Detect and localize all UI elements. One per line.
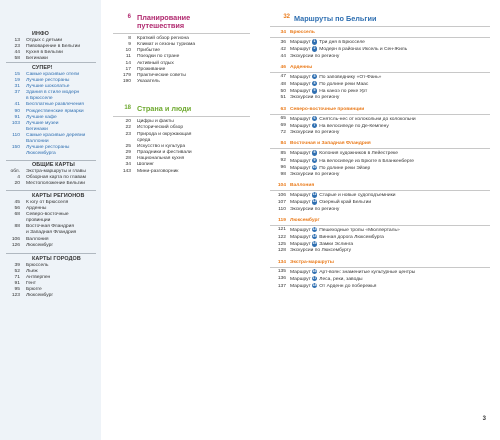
toc-entry: Бесплатные развлечения: [26, 102, 84, 108]
route-label: Маршрут: [290, 158, 311, 164]
route-label: Маршрут: [290, 40, 311, 46]
toc-entry: Гент: [26, 281, 36, 287]
toc-entry: Люксембург: [26, 242, 54, 248]
toc-row: [0, 243, 101, 249]
toc-entry: Мини-разговорник: [137, 168, 179, 174]
toc-entry: Северо-восточные: [26, 212, 69, 218]
toc-row: [113, 169, 250, 175]
page-ref: 91: [14, 281, 20, 287]
maps-heading: ОБЩИЕ КАРТЫ: [32, 162, 75, 168]
page-ref: 20: [14, 181, 20, 187]
toc-entry: Лучшие рестораны: [26, 145, 70, 151]
route-title: На велосипеде из Брюгге в Бланкенберге: [319, 158, 414, 164]
toc-entry: Брюссель: [26, 263, 49, 268]
page-ref: 137: [277, 283, 286, 289]
route-number-badge: 11: [312, 192, 317, 197]
page-ref: 106: [11, 236, 20, 242]
route-label: Маршрут: [290, 89, 311, 95]
route-row: [270, 248, 490, 254]
country-title: Страна и люди: [137, 104, 192, 114]
page-ref: 36: [280, 39, 286, 45]
route-number-badge: 7: [313, 122, 316, 127]
route-number-badge: 2: [313, 46, 316, 51]
route-row: [270, 95, 490, 101]
route-row: [270, 172, 490, 178]
page-ref: 91: [14, 114, 20, 120]
regions-section: [0, 193, 101, 249]
route-row: [270, 165, 490, 172]
route-title: Винная дорога Люксембурга: [319, 235, 384, 241]
route-row: [270, 227, 490, 234]
route-title: Снятсль-нес от колокольни до колокольни: [319, 116, 416, 122]
info-heading: ИНФО: [32, 31, 49, 37]
page-ref: 13: [14, 38, 20, 43]
planning-title-2: путешествия: [137, 21, 185, 30]
route-number-badge: 10: [312, 164, 317, 169]
planning-title-1: Планирование: [137, 13, 191, 22]
route-label: Маршрут: [290, 200, 311, 206]
cities-section: [0, 256, 101, 300]
route-title: На каноэ по реке Урт: [319, 89, 368, 95]
cities-heading: КАРТЫ ГОРОДОВ: [32, 256, 81, 262]
page-ref: 122: [277, 234, 286, 240]
page-ref: 63: [280, 106, 286, 112]
region-title: Брюссель: [290, 30, 315, 35]
route-title: Озерный край Бельгии: [319, 200, 372, 206]
toc-entry: Активный отдых: [137, 60, 174, 66]
region-heading: [270, 107, 490, 113]
page-ref: 125: [277, 241, 286, 247]
page-ref: 123: [11, 293, 20, 299]
page-ref: 69: [280, 123, 286, 129]
toc-entry: Прибытие: [137, 48, 160, 54]
toc-entry: Практические советы: [137, 72, 186, 78]
route-title: Экскурсии по региону: [290, 206, 340, 212]
page-ref: 119: [278, 217, 286, 223]
toc-entry: Природа и окружающая: [137, 131, 192, 137]
toc-entry: в Брюсселе: [26, 96, 53, 102]
toc-row: [113, 79, 250, 85]
page-ref: 34: [280, 30, 286, 35]
divider: [113, 116, 250, 117]
page-ref: 34: [125, 162, 131, 168]
route-row: [270, 158, 490, 165]
page-ref: 90: [14, 108, 20, 114]
page-ref: 14: [125, 60, 131, 66]
route-label: Маршрут: [290, 269, 311, 275]
divider: [270, 114, 490, 115]
toc-entry: Валлонии: [26, 139, 49, 145]
toc-entry: Рождественские ярмарки: [26, 108, 84, 114]
toc-entry: Искусство и культура: [137, 143, 186, 149]
page-ref: 143: [122, 168, 131, 174]
toc-entry: Лучшие шоколатье: [26, 84, 70, 90]
toc-entry: Лучшие музеи: [26, 120, 59, 126]
toc-entry: Валлония: [26, 236, 49, 242]
toc-entry: Обзорная карта по главам: [26, 175, 86, 181]
region-heading: [270, 141, 490, 147]
route-number-badge: 6: [313, 115, 316, 120]
route-number-badge: 5: [313, 88, 316, 93]
page-ref: 135: [277, 269, 286, 275]
page-ref: 8: [128, 36, 131, 41]
route-number-badge: 15: [312, 241, 317, 246]
route-title: Экскурсии по Люксембургу: [290, 248, 352, 254]
page-ref: 95: [14, 287, 20, 293]
toc-entry: Праздники и фестивали: [137, 150, 192, 156]
page-ref: 25: [125, 143, 131, 149]
page-ref: 23: [14, 44, 20, 50]
route-row: [270, 39, 490, 46]
route-label: Маршрут: [290, 242, 311, 248]
route-title: Экскурсии по региону: [290, 95, 340, 101]
page-ref: 128: [277, 248, 286, 254]
toc-entry: Льеж: [26, 269, 38, 275]
route-row: [270, 54, 490, 60]
divider: [6, 160, 96, 161]
route-label: Маршрут: [290, 165, 311, 171]
divider: [270, 190, 490, 191]
page-ref: 110: [278, 206, 286, 212]
toc-entry: Антверпен: [26, 275, 51, 281]
page-ref: 31: [14, 84, 20, 90]
routes-title: Маршруты по Бельгии: [294, 14, 377, 23]
middle-column: [113, 14, 250, 175]
page-ref: 11: [125, 54, 131, 60]
route-row: [270, 276, 490, 283]
route-label: Маршрут: [290, 116, 311, 122]
page-ref: 17: [125, 66, 131, 72]
route-label: Маршрут: [290, 123, 311, 129]
divider: [270, 37, 490, 38]
route-title: Экскурсии по региону: [290, 130, 340, 136]
toc-entry: Арденны: [26, 206, 47, 212]
toc-row: [0, 293, 101, 299]
route-title: На велосипеде по Де-Кемпену: [319, 123, 389, 129]
page-ref: [0, 151, 26, 157]
route-row: [270, 269, 490, 276]
region-title: Экстра-маршруты: [290, 259, 334, 265]
region-heading: [270, 30, 490, 36]
route-number-badge: 9: [313, 157, 316, 162]
toc-entry: Бегинажи: [26, 56, 48, 62]
page-ref: 15: [14, 72, 20, 77]
route-row: [270, 283, 490, 290]
right-column: [270, 14, 490, 290]
toc-entry: провинции: [26, 218, 51, 224]
page-ref: 104: [277, 183, 286, 188]
region-heading: [270, 260, 490, 266]
route-title: Арт-воян: знаменитые культурные центры: [319, 269, 416, 275]
page-ref: 96: [280, 165, 286, 171]
divider: [6, 62, 96, 63]
region-title: Люксембург: [290, 217, 320, 223]
route-title: Модерн в районах Иксель и Сен-Жиль: [319, 47, 408, 53]
toc-entry: Национальная кухня: [137, 156, 185, 162]
page-ref: 19: [14, 78, 20, 84]
route-number-badge: 12: [312, 199, 317, 204]
region-title: Валлония: [290, 183, 315, 188]
divider: [6, 190, 96, 191]
region-heading: [270, 65, 490, 71]
route-title: По долине реки Маас: [319, 82, 369, 88]
route-label: Маршрут: [290, 284, 311, 290]
route-label: Маршрут: [290, 276, 311, 282]
route-title: Замки Эслинга: [319, 242, 354, 248]
regions-heading: КАРТЫ РЕГИОНОВ: [32, 193, 85, 199]
toc-entry: Кухня в Бельгии: [26, 50, 63, 56]
divider: [270, 26, 490, 27]
page-ref: 47: [280, 74, 286, 80]
page-ref: 41: [14, 102, 20, 108]
route-row: [270, 81, 490, 88]
route-row: [270, 116, 490, 123]
route-title: Колония художников в Лейестреке: [319, 151, 398, 157]
toc-entry: Самые красивые деревни: [26, 132, 86, 138]
toc-entry: Указатель: [137, 79, 160, 85]
region-heading: [270, 183, 490, 189]
page-ref: 45: [14, 200, 20, 205]
route-label: Маршрут: [290, 74, 311, 80]
route-number-badge: 3: [313, 73, 316, 78]
toc-row: [0, 181, 101, 187]
divider: [113, 33, 250, 34]
toc-entry: Климат и сезоны туризма: [137, 42, 196, 48]
route-title: Леса, реки, заводы: [319, 276, 363, 282]
toc-entry: Восточная Фландрия: [26, 224, 74, 230]
page-ref: 29: [125, 150, 131, 156]
toc-entry: Лучшие рестораны: [26, 78, 70, 84]
toc-entry: Цифры и факты: [137, 119, 174, 125]
toc-entry: Люксембург: [26, 293, 54, 299]
route-row: [270, 74, 490, 81]
page-ref: обл.: [10, 169, 20, 174]
route-row: [270, 123, 490, 130]
toc-entry: и Западная Фландрия: [26, 230, 77, 236]
toc-entry: Лучшие кафе: [26, 114, 57, 120]
page-ref: 110: [12, 132, 20, 138]
page-ref: 42: [280, 46, 286, 52]
route-title: От Арденн до побережья: [319, 284, 377, 290]
page-ref: 52: [14, 269, 20, 275]
toc-entry: Экстра-маршруты и главы: [26, 169, 86, 174]
route-number-badge: 8: [313, 150, 316, 155]
route-title: Старые и новые судоподъемники: [319, 193, 396, 199]
routes-heading: 32 Маршруты по Бельгии: [283, 14, 377, 23]
page-ref: 71: [14, 275, 20, 281]
route-title: Экскурсии по региону: [290, 53, 340, 59]
route-title: Пешеходные тропы «Мюллерталь»: [319, 227, 400, 233]
page-ref: 46: [280, 64, 286, 70]
page-ref: 92: [280, 158, 286, 164]
region-title: Восточная и Западная Фландрия: [290, 141, 371, 147]
super-heading: СУПЕР!: [32, 65, 53, 71]
route-row: [270, 150, 490, 157]
route-row: [270, 207, 490, 213]
info-section: [0, 31, 101, 62]
page-ref: 44: [280, 53, 286, 59]
toc-entry: Брюгге: [26, 287, 42, 293]
page-ref: 68: [14, 212, 20, 218]
route-number-badge: 18: [312, 283, 317, 288]
page-number: 3: [482, 416, 486, 422]
toc-entry: Люксембурга: [26, 151, 56, 157]
page-ref: 28: [125, 156, 131, 162]
route-title: Три дня в Брюсселе: [319, 40, 365, 46]
super-section: [0, 65, 101, 157]
route-label: Маршрут: [290, 235, 311, 241]
route-title: По долине реки Эйзер: [319, 165, 371, 171]
region-title: Арденны: [290, 64, 313, 70]
route-number-badge: 14: [312, 234, 317, 239]
route-row: [270, 46, 490, 53]
page-ref: 22: [125, 125, 131, 131]
toc-entry: среда: [137, 137, 151, 143]
route-row: [270, 130, 490, 136]
page-ref: 106: [277, 192, 286, 198]
toc-entry: Шопинг: [137, 162, 155, 168]
page-ref: 23: [125, 131, 131, 137]
maps-section: [0, 162, 101, 187]
page-ref: 50: [280, 88, 286, 94]
divider: [270, 267, 490, 268]
page-ref: 39: [14, 263, 20, 268]
page-ref: 58: [14, 56, 20, 62]
toc-entry: Проживание: [137, 66, 166, 72]
route-label: Маршрут: [290, 47, 311, 53]
page-ref: 126: [11, 242, 20, 248]
divider: [270, 225, 490, 226]
route-label: Маршрут: [290, 193, 311, 199]
route-title: Экскурсии по региону: [290, 171, 340, 177]
route-label: Маршрут: [290, 151, 311, 157]
route-label: Маршрут: [290, 227, 311, 233]
page-ref: 190: [122, 79, 131, 85]
page-ref: 107: [277, 199, 286, 205]
route-label: Маршрут: [290, 82, 311, 88]
region-heading: [270, 218, 490, 224]
route-row: [270, 192, 490, 199]
page-ref: 56: [14, 206, 20, 212]
page-ref: 44: [14, 50, 20, 56]
page-ref: 37: [14, 90, 20, 96]
route-number-badge: 4: [313, 81, 316, 86]
toc-entry: К югу от Брюсселя: [26, 200, 69, 205]
page-ref: 9: [128, 42, 131, 48]
route-number-badge: 16: [312, 268, 317, 273]
toc-entry: Исторический обзор: [137, 125, 184, 131]
toc-entry: Самые красивые отели: [26, 72, 80, 77]
route-number-badge: 1: [313, 39, 316, 44]
page-ref: 10: [125, 48, 131, 54]
route-number-badge: 17: [312, 275, 317, 280]
page-ref: 51: [280, 95, 286, 101]
divider: [270, 148, 490, 149]
divider: [6, 253, 96, 254]
page-ref: 20: [125, 119, 131, 125]
page-ref: 150: [11, 145, 20, 151]
page-ref: 48: [280, 81, 286, 87]
page-ref: 121: [277, 227, 286, 233]
sidebar: [0, 0, 101, 440]
page-ref: 134: [277, 259, 286, 265]
page-ref: 136: [277, 276, 286, 282]
toc-entry: Поездки по стране: [137, 54, 180, 60]
toc-row: [0, 151, 101, 157]
route-row: [270, 199, 490, 206]
page-ref: 85: [280, 150, 286, 156]
toc-entry: Краткий обзор региона: [137, 36, 189, 41]
toc-entry: Здания в стиле модерн: [26, 90, 80, 96]
divider: [270, 72, 490, 73]
toc-entry: Отдых с детьми: [26, 38, 63, 43]
route-number-badge: 13: [312, 226, 317, 231]
toc-entry: Пивоварение в Бельгии: [26, 44, 81, 50]
toc-entry: Бегинажи: [26, 126, 48, 132]
route-row: [270, 234, 490, 241]
country-heading: 18 Страна и люди: [124, 104, 192, 114]
page-ref: 98: [280, 171, 286, 177]
route-title: По заповеднику «От-Фань»: [319, 74, 382, 80]
planning-heading: 6 Планирование путешествия: [127, 13, 191, 30]
page-ref: 84: [280, 141, 286, 147]
page-ref: 4: [17, 175, 20, 181]
toc-entry: Местоположение Бельгии: [26, 181, 85, 187]
page-ref: 72: [280, 130, 286, 136]
page-ref: 179: [122, 72, 131, 78]
page-ref: 65: [280, 116, 286, 122]
region-title: Северо-восточные провинции: [290, 106, 365, 112]
page-ref: 88: [14, 224, 20, 230]
page-ref: 103: [11, 120, 20, 126]
